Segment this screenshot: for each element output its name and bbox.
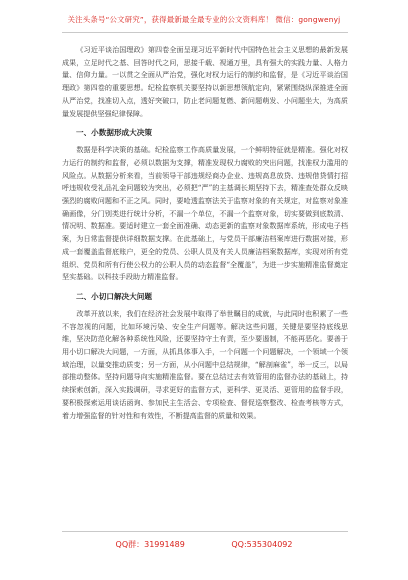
- section-1-paragraph: 数据是科学决策的基础。纪检监察工作高质量发展，一个鲜明特征就是精准。强化对权力运行的制约和监督，必须以数据为支撑，精准发现权力腐败的突出问题，找准权力滥用的风险点。从数据分析来看，当前领导干部违规经商办企业、违规高息放贷、违规借贷情打招呼违规收受礼品礼金问题较为突出，必须把“严”的主基调长期坚持下去，精准查处群众反映强烈的腐败问题和不正之风。同时，要呛透监察法关于监察对象的有关规定，对监察对象准确画像，分门别类进行统计分析，不漏一个单位，不漏一个监察对象，切实要做到底数清、情况明、数据准。要适时建立一套全面准确、动态更新的监察对象数据库系统，形成电子档案，为日常监督提供详细数据支撑。在此基础上，与党员干部廉洁档案库进行数据对接，形成一套覆盖监督底账户，更全的党员、公职人员及有关人员廉洁档案数据库，实现对所有党组织、党员和所有行使公权力的公职人员的动态监督“全覆盖”，为进一步实施精准监督奠定坚实基础。以科技手段助力精准监督。: [62, 145, 348, 282]
- section-2-heading: 二、小切口解决大问题: [76, 291, 152, 301]
- promo-banner: 关注头条号“公文研究”，获得最新最全最专业的公文资料库！ 微信：gongwenyj: [67, 15, 341, 24]
- footer-contacts: [0, 539, 408, 550]
- qq-number: QQ:535304092: [231, 540, 293, 549]
- intro-paragraph: 《习近平谈治国理政》第四卷全面呈现习近平新时代中国特色社会主义思想的最新发展成果，立足时代之基、回答时代之问，思接千载、视通万里，具有强大的实践力量、人格力量、信仰力量。一以贯之全面从严治党，强化对权力运行的制约和监督，是《习近平谈治国理政》第四卷的重要思想。纪检监察机关要坚持以新思想领航定向，紧紧围绕纵深推进全面从严治党，找准切入点，透好突破口，防止老问题复燃、新问题萌发、小问题坐大，为高质量发展提供坚强纪律保障。: [62, 45, 348, 118]
- section-1-heading: 一、小数据形成大决策: [76, 128, 152, 138]
- header-divider: [62, 32, 348, 33]
- section-2-paragraph: 改革开放以来，我们在经济社会发展中取得了举世瞩目的成就，与此同时也积累了一些不容忽视的问题，比如环境污染、安全生产问题等。解决这些问题，关键是要坚持底线思维，坚决防范化解各种系统性风险，还要坚持守土有责，至少要遏制，不能再恶化。要善于用小切口解决大问题，一方面，从抓具体事入手，一个问题一个问题解决，一个领域一个领域治理，以量变推动质变；另一方面，从小问题中总结规律，“解剖麻雀”，举一反三，以局部推动整体。坚持问题导向实施精准监督。要在总结过去有效管用的监督办法的基础上，持续探索创新，深入实践调研，寻求更好的监督方式，更科学、更灵活、更管用的监督手段，要积极探索运用谈话函询、参加民主生活会、专项检查、督促巡察整改、检查考核等方式，着力增强监督的针对性和有效性，不断提高监督的质量和效果。: [62, 308, 348, 420]
- footer-divider: [62, 531, 348, 532]
- article-body: [62, 44, 348, 422]
- qq-group: QQ群：31991489: [115, 540, 185, 549]
